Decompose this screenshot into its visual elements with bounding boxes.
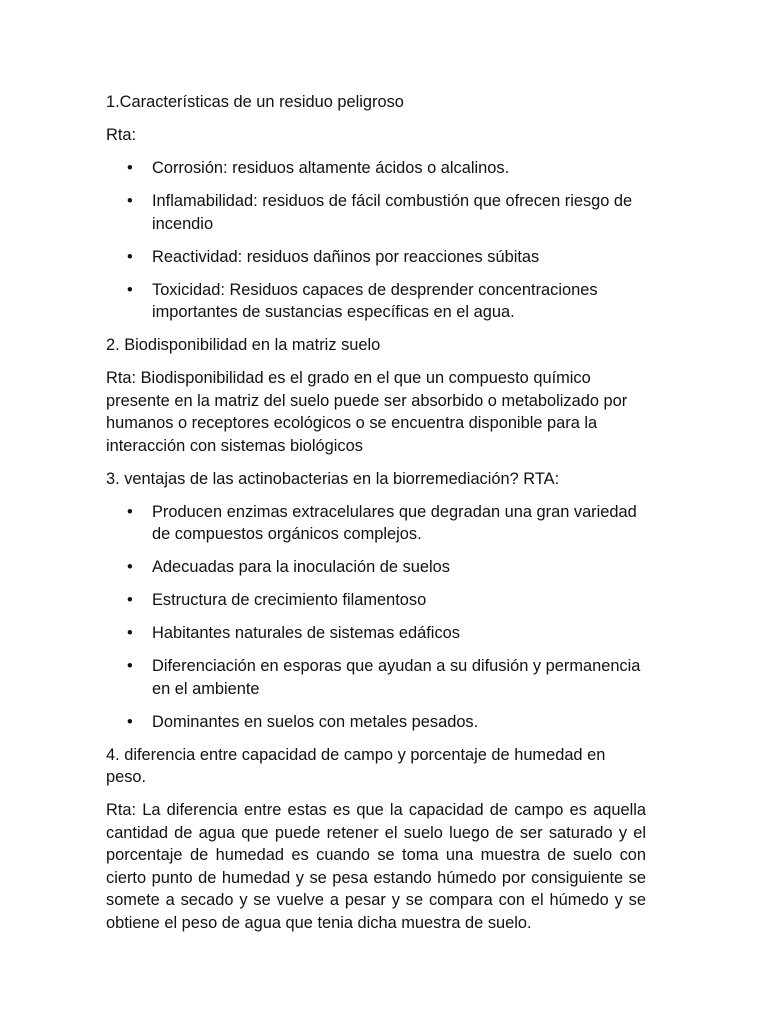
bullet-icon: • [127,280,133,299]
question-4-answer: Rta: La diferencia entre estas es que la capacidad de campo es aquella cantidad de agua que puede retener el suelo luego de ser saturado y el porcentaje de humedad es cuando se toma una muestra de suelo con cierto punto de humedad y se pesa estando húmedo por consiguiente se somete a secado y se vuelve a pesar y se compara con el húmedo y se obtiene el peso de agua que tenia dicha muestra de suelo. [106,801,646,932]
bullet-icon: • [127,624,133,642]
question-4-title: 4. diferencia entre capacidad de campo y porcentaje de humedad en peso. [106,745,606,786]
list-item-text: Reactividad: residuos dañinos por reacciones súbitas [152,247,540,266]
list-item-text: Dominantes en suelos con metales pesados. [152,712,479,731]
bullet-icon: • [127,247,133,266]
bullet-icon: • [127,159,133,177]
list-item-text: Corrosión: residuos altamente ácidos o alcalinos. [152,159,510,177]
list-item [106,622,646,645]
list-item [106,655,646,700]
question-2-answer: Rta: Biodisponibilidad es el grado en el que un compuesto químico presente en la matriz del suelo puede ser absorbido o metabolizado por humanos o receptores ecológicos o se encuentra disponible para la interacción con sistemas biológicos [106,369,628,455]
list-item [106,279,646,324]
list-item-text: Inflamabilidad: residuos de fácil combustión que ofrecen riesgo de incendio [152,192,633,233]
list-item [106,246,646,269]
bullet-icon: • [127,192,133,210]
list-item-text: Producen enzimas extracelulares que degradan una gran variedad de compuestos orgánicos complejos. [152,502,637,543]
bullet-icon: • [127,657,133,675]
list-item [106,501,646,546]
question-2-title: 2. Biodisponibilidad en la matriz suelo [106,336,381,354]
question-3-list [106,501,646,734]
document-page [106,91,646,945]
list-item [106,589,646,612]
question-1-title: 1.Características de un residuo peligroso [106,93,404,111]
question-1-answer-label: Rta: [106,126,137,144]
list-item [106,711,646,734]
bullet-icon: • [127,502,133,521]
list-item-text: Adecuadas para la inoculación de suelos [152,558,450,576]
list-item [106,556,646,579]
question-1-list [106,157,646,324]
question-3-title: 3. ventajas de las actinobacterias en la biorremediación? RTA: [106,469,560,488]
bullet-icon: • [127,712,133,731]
list-item [106,157,646,180]
list-item-text: Estructura de crecimiento filamentoso [152,591,427,609]
list-item [106,190,646,235]
bullet-icon: • [127,591,133,609]
list-item-text: Toxicidad: Residuos capaces de desprender concentraciones importantes de sustancias específicas en el agua. [152,280,598,321]
list-item-text: Habitantes naturales de sistemas edáficos [152,624,460,642]
list-item-text: Diferenciación en esporas que ayudan a su difusión y permanencia en el ambiente [152,657,641,698]
bullet-icon: • [127,558,133,576]
